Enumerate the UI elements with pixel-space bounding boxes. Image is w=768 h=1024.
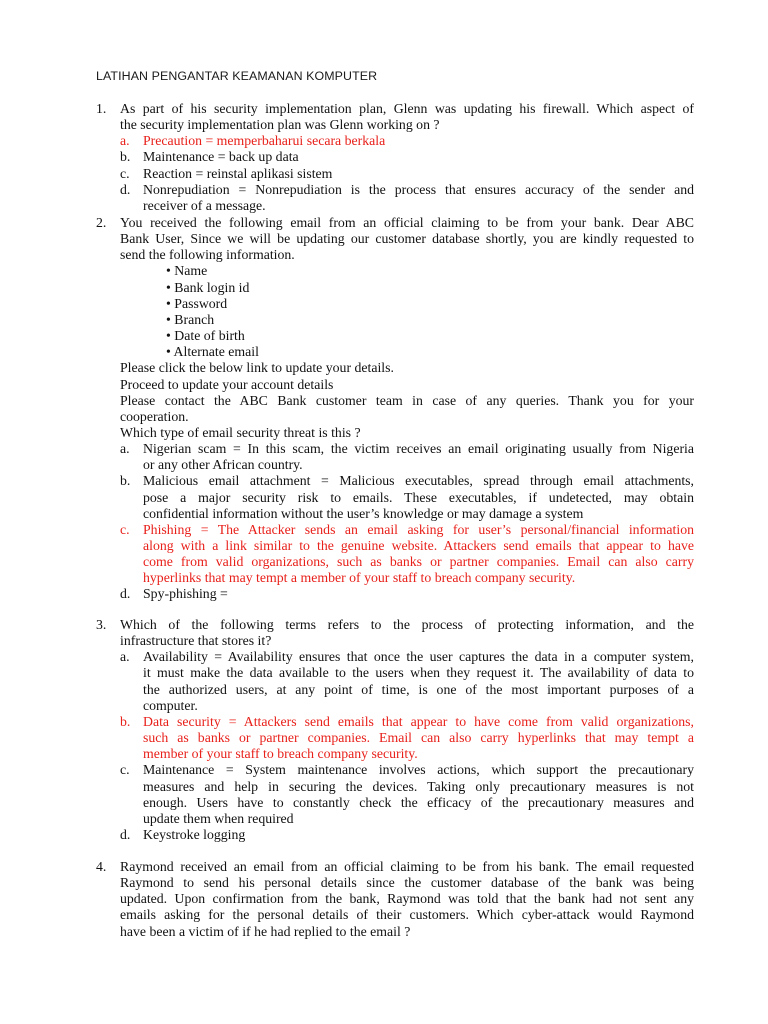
question-number: 2. bbox=[96, 215, 107, 230]
option-text: or any other African country. bbox=[143, 457, 303, 473]
option-text: Keystroke logging bbox=[143, 826, 246, 842]
option-text: the authorized users, at any point of time, is one of the most important purposes of a bbox=[143, 681, 694, 697]
question-number: 3. bbox=[96, 617, 107, 632]
option-letter: c. bbox=[120, 762, 130, 778]
answer-option-text: Precaution = memperbaharui secara berkala bbox=[143, 133, 386, 149]
answer-option-text: member of your staff to breach company security. bbox=[143, 746, 418, 762]
question-text: You received the following email from an official claiming to be from your bank. Dear ABC bbox=[120, 215, 694, 230]
question-text: Please click the below link to update your details. bbox=[120, 360, 394, 376]
bullet-item: • Date of birth bbox=[166, 328, 245, 344]
question-text: the security implementation plan was Glenn working on ? bbox=[120, 117, 440, 133]
option-letter: a. bbox=[120, 649, 130, 665]
option-letter: d. bbox=[120, 181, 131, 197]
question-text: updated. Upon confirmation from the bank, Raymond was told that the bank had not sent any bbox=[120, 891, 694, 907]
answer-option-text: come from valid organizations, such as banks or partner companies. Email can also carry bbox=[143, 554, 694, 570]
question-text: emails asking for the personal details of their customers. Which cyber-attack would Raymond bbox=[120, 907, 694, 923]
question-text: send the following information. bbox=[120, 247, 295, 263]
option-text: Nonrepudiation = Nonrepudiation is the process that ensures accuracy of the sender and bbox=[143, 181, 694, 197]
option-text: Reaction = reinstal aplikasi sistem bbox=[143, 165, 333, 181]
bullet-item: • Branch bbox=[166, 311, 215, 327]
question-text: As part of his security implementation plan, Glenn was updating his firewall. Which aspect of bbox=[120, 101, 694, 116]
option-text: Spy-phishing = bbox=[143, 586, 228, 602]
option-text: Maintenance = back up data bbox=[143, 149, 299, 165]
option-text: receiver of a message. bbox=[143, 197, 266, 213]
question-text: Which type of email security threat is this ? bbox=[120, 424, 361, 440]
question-text: Raymond received an email from an official claiming to be from his bank. The email requested bbox=[120, 859, 694, 874]
bullet-item: • Name bbox=[166, 263, 208, 279]
question-text: infrastructure that stores it? bbox=[120, 633, 272, 649]
option-letter: d. bbox=[120, 826, 131, 842]
question-text: Which of the following terms refers to the process of protecting information, and the bbox=[120, 617, 694, 632]
option-letter: c. bbox=[120, 521, 130, 537]
answer-option-text: Phishing = The Attacker sends an email asking for user’s personal/financial information bbox=[143, 521, 694, 537]
bullet-item: • Password bbox=[166, 295, 228, 311]
option-letter: c. bbox=[120, 165, 130, 181]
answer-option-text: such as banks or partner companies. Email can also carry hyperlinks that may tempt a bbox=[143, 730, 694, 746]
answer-option-text: Data security = Attackers send emails that appear to have come from valid organizations, bbox=[143, 713, 694, 729]
question-text: Raymond to send his personal details since the customer database of the bank was being bbox=[120, 875, 694, 891]
question-number: 1. bbox=[96, 101, 107, 116]
option-text: update them when required bbox=[143, 810, 294, 826]
option-letter: b. bbox=[120, 473, 131, 489]
option-letter: d. bbox=[120, 586, 131, 602]
option-text: computer. bbox=[143, 697, 198, 713]
option-text: Maintenance = System maintenance involves actions, which support the precautionary bbox=[143, 762, 694, 778]
bullet-item: • Bank login id bbox=[166, 279, 250, 295]
option-text: it must make the data available to the users when they request it. The availability of data to bbox=[143, 665, 694, 681]
option-letter: b. bbox=[120, 713, 131, 729]
option-text: Nigerian scam = In this scam, the victim receives an email originating usually from Nigeria bbox=[143, 441, 694, 457]
option-text: confidential information without the user’s knowledge or may damage a system bbox=[143, 505, 584, 521]
question-text: Proceed to update your account details bbox=[120, 376, 334, 392]
option-text: measures and help in securing the devices. Taking only precautionary measures is not bbox=[143, 778, 694, 794]
answer-option-text: along with a link similar to the genuine website. Attackers send emails that appear to have bbox=[143, 538, 694, 553]
page-title: LATIHAN PENGANTAR KEAMANAN KOMPUTER bbox=[96, 69, 378, 83]
bullet-item: • Alternate email bbox=[166, 344, 259, 360]
option-letter: b. bbox=[120, 149, 131, 165]
option-text: pose a major security risk to emails. These executables, if undetected, may obtain bbox=[143, 489, 694, 505]
question-text: Bank User, Since we will be updating our customer database shortly, you are kindly requested to bbox=[120, 231, 694, 247]
option-text: enough. Users have to constantly check the efficacy of the precautionary measures and bbox=[143, 794, 694, 810]
option-letter: a. bbox=[120, 133, 130, 149]
question-text: cooperation. bbox=[120, 408, 189, 424]
question-text: have been a victim of if he had replied to the email ? bbox=[120, 923, 411, 939]
question-text: Please contact the ABC Bank customer team in case of any queries. Thank you for your bbox=[120, 392, 694, 408]
option-letter: a. bbox=[120, 441, 130, 457]
answer-option-text: hyperlinks that may tempt a member of your staff to breach company security. bbox=[143, 570, 576, 586]
option-text: Malicious email attachment = Malicious executables, spread through email attachments, bbox=[143, 473, 694, 489]
question-number: 4. bbox=[96, 859, 107, 874]
option-text: Availability = Availability ensures that once the user captures the data in a computer system, bbox=[143, 649, 694, 665]
